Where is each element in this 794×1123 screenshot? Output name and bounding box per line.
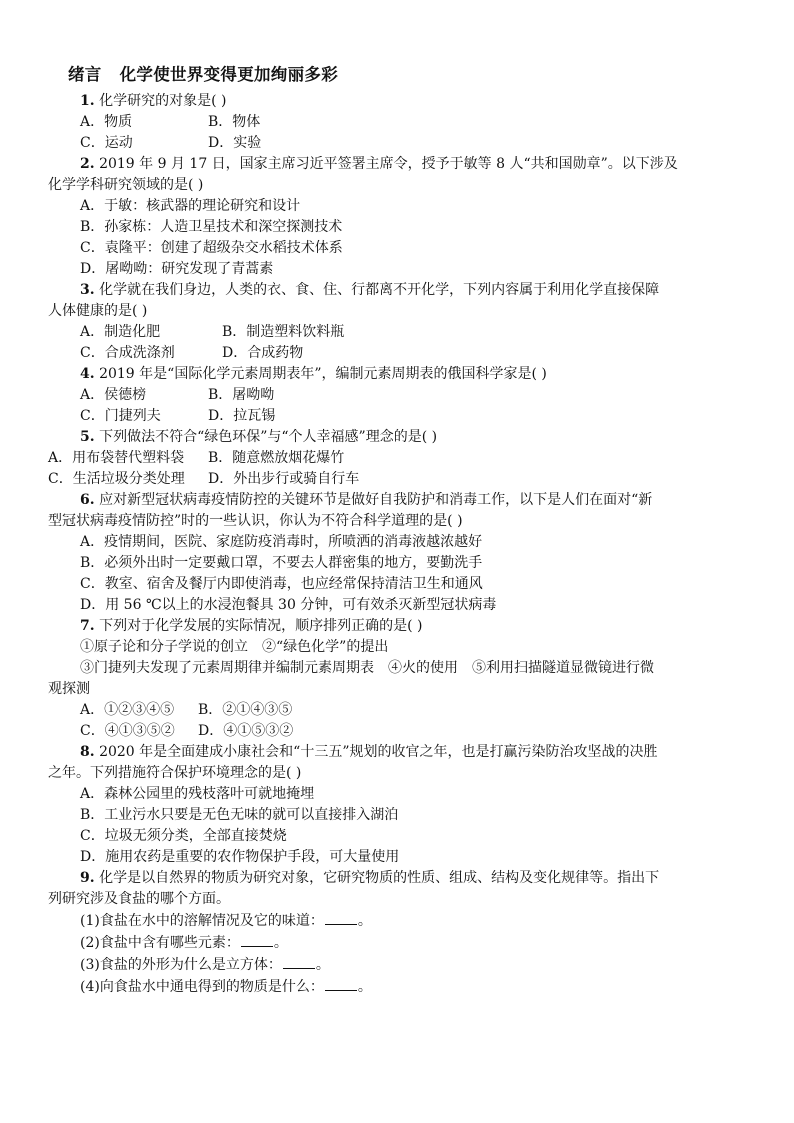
question-3-options-ab	[80, 322, 344, 343]
answer-blank-3[interactable]	[283, 956, 315, 969]
question-6-option-a: A．疫情期间，医院、家庭防疫消毒时，所喷洒的消毒液越浓越好	[80, 534, 483, 550]
question-9-sub-2: (2)食盐中含有哪些元素： 。	[80, 935, 288, 951]
question-2-stem: 2. 2019 年 9 月 17 日，国家主席习近平签署主席令，授予于敏等 8 人“共和国勋章”。以下涉及	[80, 156, 678, 172]
option-c: C．④①③⑤②	[80, 723, 175, 739]
question-6-stem-cont: 型冠状病毒疫情防控”时的一些认识，你认为不符合科学道理的是( )	[48, 513, 463, 529]
option-a: A．①②③④⑤	[80, 702, 175, 718]
question-5-stem: 5. 下列做法不符合“绿色环保”与“个人幸福感”理念的是( )	[80, 429, 438, 445]
question-6-option-b: B．必须外出时一定要戴口罩，不要去人群密集的地方，要勤洗手	[80, 555, 483, 571]
title-prefix: 绪言	[68, 65, 102, 84]
question-1-options-cd	[80, 133, 261, 154]
option-b: B．制造塑料饮料瓶	[222, 324, 345, 340]
question-8-option-a: A．森林公园里的残枝落叶可就地掩埋	[80, 786, 315, 802]
question-6-stem: 6. 应对新型冠状病毒疫情防控的关键环节是做好自我防护和消毒工作，以下是人们在面对“新	[80, 492, 653, 508]
option-c: C．门捷列夫	[80, 408, 161, 424]
question-2-option-b: B．孙家栋：人造卫星技术和深空探测技术	[80, 219, 343, 235]
question-7-stem: 7. 下列对于化学发展的实际情况，顺序排列正确的是( )	[80, 618, 423, 634]
question-9-sub-3: (3)食盐的外形为什么是立方体： 。	[80, 957, 330, 973]
question-3-options-cd	[80, 343, 303, 364]
question-9-sub-4: (4)向食盐水中通电得到的物质是什么： 。	[80, 979, 372, 995]
question-6-option-d: D．用 56 ℃以上的水浸泡餐具 30 分钟，可有效杀灭新型冠状病毒	[80, 597, 497, 613]
question-2-option-c: C．袁隆平：创建了超级杂交水稻技术体系	[80, 240, 343, 256]
question-5-options-ab	[48, 448, 344, 469]
question-3-stem-cont: 人体健康的是( )	[48, 303, 148, 319]
question-9-stem: 9. 化学是以自然界的物质为研究对象，它研究物质的性质、组成、结构及变化规律等。指出下	[80, 870, 660, 886]
question-7-options-ab	[80, 700, 292, 721]
option-a: A．物质	[80, 114, 133, 130]
option-d: D．外出步行或骑自行车	[208, 471, 360, 487]
question-9-stem-cont: 列研究涉及食盐的哪个方面。	[48, 891, 230, 907]
question-8-option-b: B．工业污水只要是无色无味的就可以直接排入湖泊	[80, 807, 399, 823]
option-d: D．拉瓦锡	[208, 408, 276, 424]
question-4-options-ab	[80, 385, 274, 406]
option-a: A．侯德榜	[80, 387, 147, 403]
question-7-options-cd	[80, 721, 293, 742]
option-d: D．合成药物	[222, 345, 304, 361]
option-b: B．物体	[208, 114, 261, 130]
question-8-stem: 8. 2020 年是全面建成小康社会和“十三五”规划的收官之年，也是打赢污染防治攻坚战的决胜	[80, 744, 658, 760]
option-b: B．②①④③⑤	[198, 702, 293, 718]
answer-blank-1[interactable]	[325, 912, 357, 925]
option-d: D．实验	[208, 135, 262, 151]
question-6-option-c: C．教室、宿舍及餐厅内即使消毒，也应经常保持清洁卫生和通风	[80, 576, 483, 592]
question-5-options-cd	[48, 469, 359, 490]
answer-blank-2[interactable]	[241, 934, 273, 947]
option-d: D．④①⑤③②	[198, 723, 294, 739]
answer-blank-4[interactable]	[325, 978, 357, 991]
question-8-option-c: C．垃圾无须分类，全部直接焚烧	[80, 828, 287, 844]
question-7-items-1: ①原子论和分子学说的创立 ②“绿色化学”的提出	[80, 639, 389, 655]
question-7-items-2: ③门捷列夫发现了元素周期律并编制元素周期表 ④火的使用 ⑤利用扫描隧道显微镜进行微	[80, 660, 654, 676]
question-7-items-3: 观探测	[48, 681, 90, 697]
option-c: C．合成洗涤剂	[80, 345, 175, 361]
question-1-options-ab	[80, 112, 260, 133]
page-title	[68, 61, 338, 85]
question-4-stem: 4. 2019 年是“国际化学元素周期表年”，编制元素周期表的俄国科学家是( )	[80, 366, 547, 382]
question-1-stem: 1. 化学研究的对象是( )	[80, 93, 227, 109]
question-8-option-d: D．施用农药是重要的农作物保护手段，可大量使用	[80, 849, 400, 865]
question-8-stem-cont: 之年。下列措施符合保护环境理念的是( )	[48, 765, 302, 781]
question-2-option-d: D．屠呦呦：研究发现了青蒿素	[80, 261, 274, 277]
option-a: A．用布袋替代塑料袋	[48, 450, 185, 466]
question-4-options-cd	[80, 406, 275, 427]
option-c: C．运动	[80, 135, 133, 151]
option-a: A．制造化肥	[80, 324, 161, 340]
question-9-sub-1: (1)食盐在水中的溶解情况及它的味道： 。	[80, 913, 372, 929]
question-3-stem: 3. 化学就在我们身边，人类的衣、食、住、行都离不开化学，下列内容属于利用化学直接保障	[80, 282, 660, 298]
option-c: C．生活垃圾分类处理	[48, 471, 185, 487]
title-main: 化学使世界变得更加绚丽多彩	[119, 65, 339, 84]
option-b: B．随意燃放烟花爆竹	[208, 450, 345, 466]
question-2-option-a: A．于敏：核武器的理论研究和设计	[80, 198, 301, 214]
question-2-stem-cont: 化学学科研究领域的是( )	[48, 177, 204, 193]
option-b: B．屠呦呦	[208, 387, 275, 403]
